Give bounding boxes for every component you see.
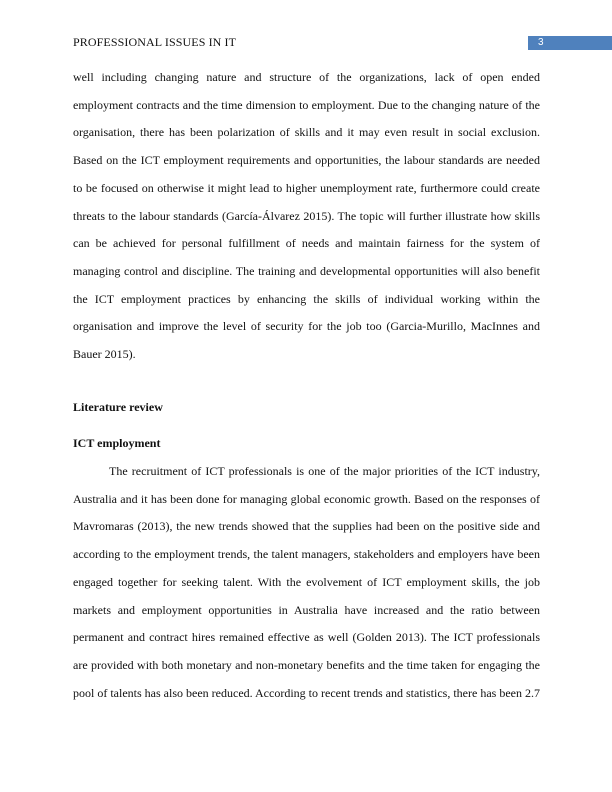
- heading-literature-review: Literature review: [73, 400, 163, 414]
- text-line: threats to the labour standards (García-Álvarez 2015). The topic will further illustrate how skills: [73, 208, 540, 223]
- heading-ict-employment: ICT employment: [73, 436, 161, 450]
- text-line: Bauer 2015).: [73, 347, 136, 361]
- text-line: permanent and contract hires remained effective as well (Golden 2013). The ICT professionals: [73, 630, 540, 645]
- text-line: can be achieved for personal fulfillment of needs and maintain fairness for the system of: [73, 236, 540, 251]
- text-line: Australia and it has been done for managing global economic growth. Based on the responses of: [73, 491, 540, 506]
- text-line: are provided with both monetary and non-monetary benefits and the time taken for engaging the: [73, 657, 540, 672]
- text-line: engaged together for seeking talent. With the evolvement of ICT employment skills, the job: [73, 574, 540, 589]
- text-line: to be focused on otherwise it might lead to higher unemployment rate, furthermore could create: [73, 180, 540, 195]
- text-line: managing control and discipline. The training and developmental opportunities will also benefit: [73, 263, 540, 278]
- text-line: pool of talents has also been reduced. According to recent trends and statistics, there has been 2.7: [73, 685, 540, 700]
- running-header: PROFESSIONAL ISSUES IN IT: [73, 35, 237, 49]
- text-line: organisation and improve the level of security for the job too (Garcia-Murillo, MacInnes and: [73, 319, 540, 334]
- text-line: Mavromaras (2013), the new trends showed that the supplies had been on the positive side and: [73, 519, 540, 534]
- text-line: Based on the ICT employment requirements and opportunities, the labour standards are needed: [73, 153, 540, 168]
- text-line: according to the employment trends, the talent managers, stakeholders and employers have been: [73, 547, 540, 562]
- text-line: markets and employment opportunities in Australia have increased and the ratio between: [73, 602, 540, 617]
- page-number-badge: 3: [528, 36, 612, 50]
- text-line: employment contracts and the time dimension to employment. Due to the changing nature of the: [73, 97, 540, 112]
- text-line: The recruitment of ICT professionals is one of the major priorities of the ICT industry,: [109, 464, 540, 478]
- text-line: well including changing nature and structure of the organizations, lack of open ended: [73, 70, 540, 84]
- text-line: the ICT employment practices by enhancing the skills of individual working within the: [73, 291, 540, 306]
- text-line: organisation, there has been polarization of skills and it may even result in social exclusion.: [73, 125, 540, 140]
